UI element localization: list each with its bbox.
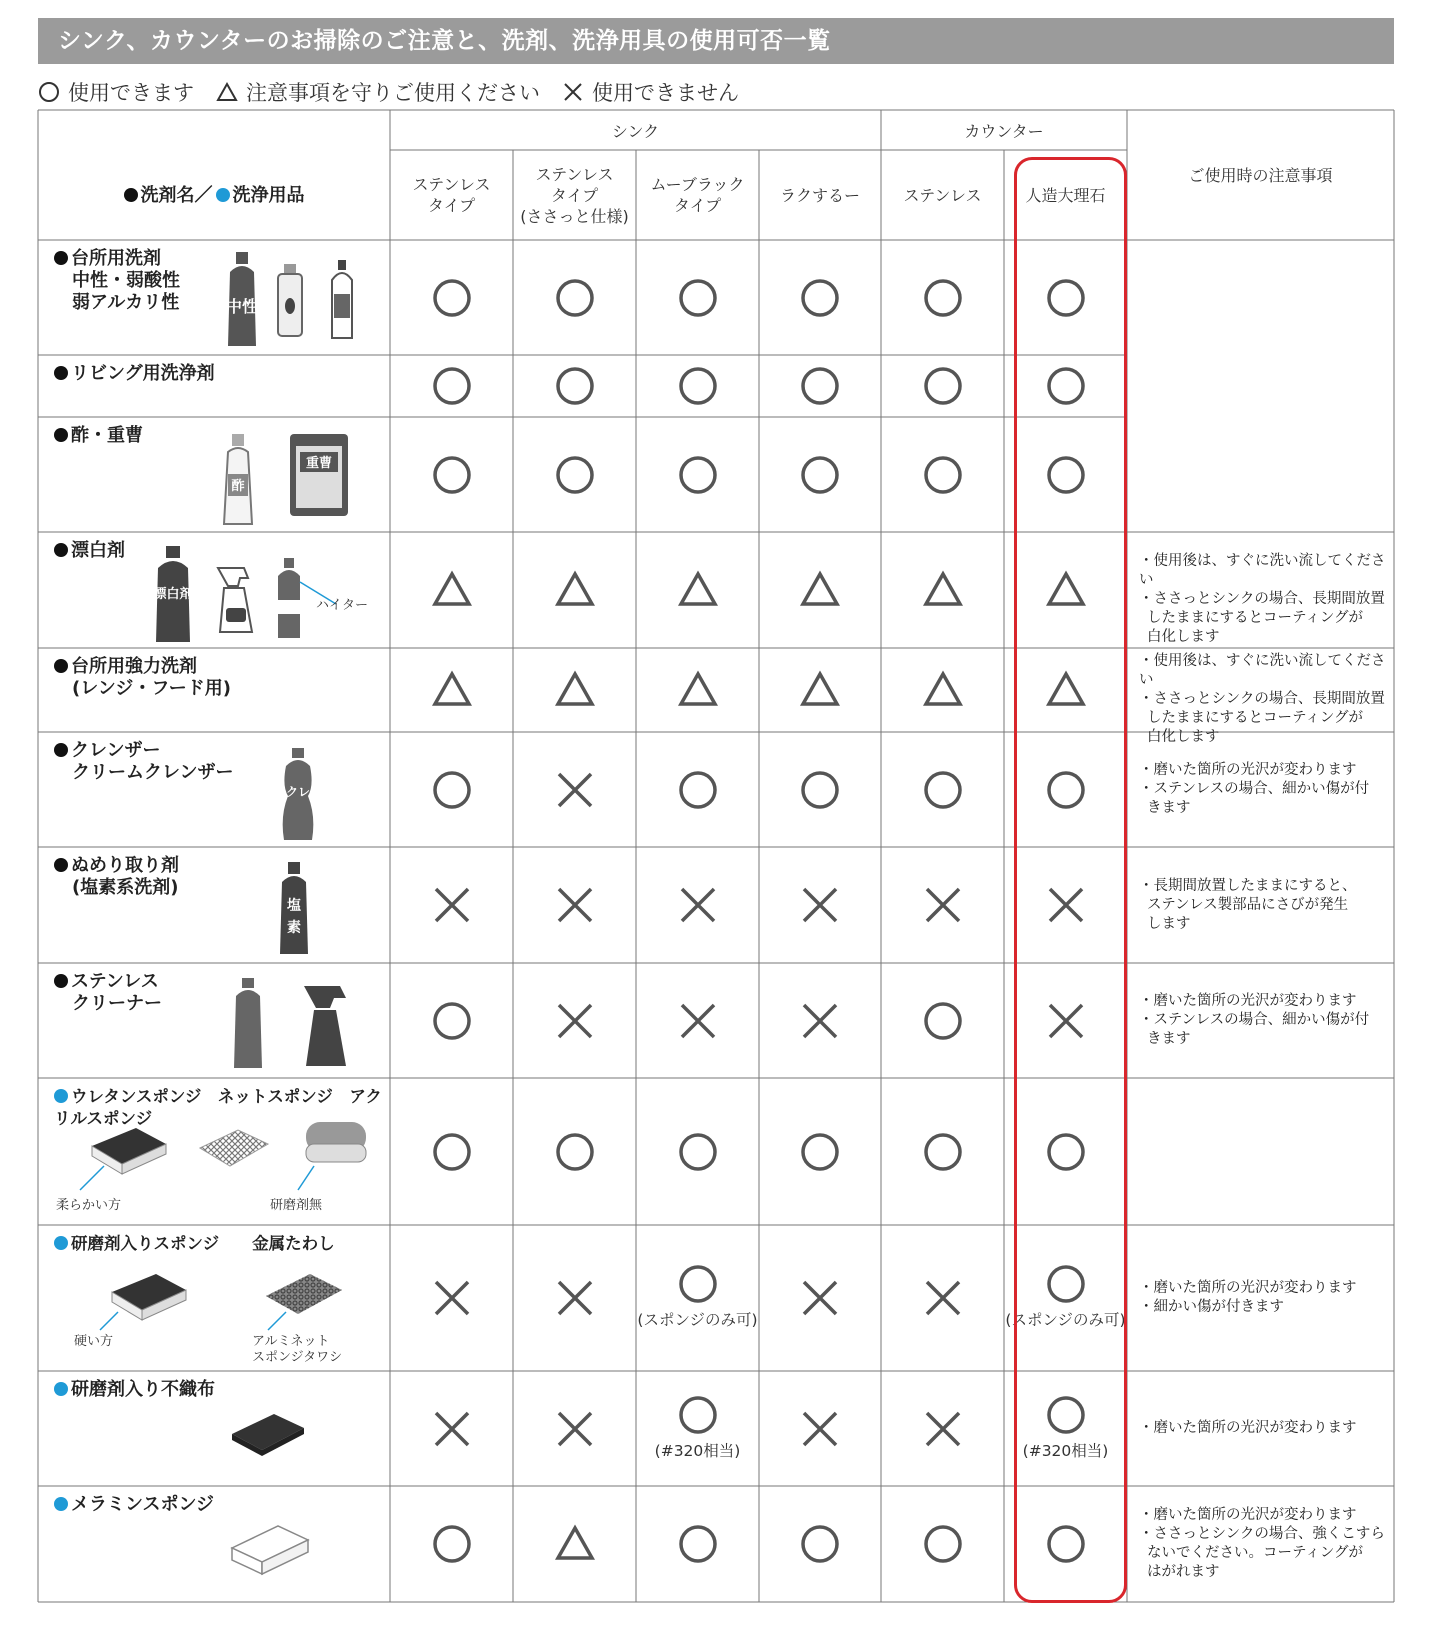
usage-note-line: ステンレス製部品にさびが発生 bbox=[1147, 896, 1349, 913]
column-header-line: タイプ bbox=[550, 185, 599, 205]
usage-note-line: ・使用後は、すぐに洗い流してください bbox=[1139, 553, 1386, 588]
chlorine-bottle-label: 塩 bbox=[287, 898, 301, 914]
aluminum-net-label-2: スポンジタワシ bbox=[252, 1350, 343, 1365]
cross-mark-icon bbox=[921, 883, 965, 927]
usage-note bbox=[1139, 992, 1390, 1049]
black-bullet-icon bbox=[124, 188, 138, 202]
circle-mark-icon bbox=[1044, 1262, 1088, 1306]
row-label-line: リビング用洗浄剤 bbox=[71, 363, 215, 384]
triangle-mark-icon bbox=[553, 568, 597, 612]
circle-mark-icon bbox=[921, 1130, 965, 1174]
circle-mark-icon bbox=[676, 453, 720, 497]
stainless-cleaner-spray-icon bbox=[300, 982, 356, 1068]
row-label-line: メラミンスポンジ bbox=[71, 1494, 215, 1515]
usage-note-line: ・ささっとシンクの場合、強くこすら bbox=[1139, 1526, 1385, 1542]
usage-note-line: します bbox=[1147, 915, 1191, 932]
usage-note bbox=[1139, 1279, 1390, 1317]
circle-mark-icon bbox=[430, 1522, 474, 1566]
usage-note-line: ・長期間放置したままにすると、 bbox=[1139, 877, 1357, 894]
cross-mark-icon bbox=[553, 999, 597, 1043]
triangle-mark-icon bbox=[921, 668, 965, 712]
hard-side-label: 硬い方 bbox=[74, 1334, 114, 1349]
usage-note-line: したままにするとコーティングが bbox=[1147, 710, 1364, 726]
cross-mark-icon bbox=[430, 883, 474, 927]
circle-mark-icon bbox=[676, 1130, 720, 1174]
cross-mark-icon bbox=[1044, 883, 1088, 927]
usage-note-line: ・ささっとシンクの場合、長期間放置 bbox=[1139, 691, 1385, 707]
header-item-label-a: 洗剤名／ bbox=[140, 184, 213, 206]
circle-mark-icon bbox=[676, 1393, 720, 1437]
usage-note-line: 白化します bbox=[1147, 729, 1220, 745]
blue-bullet-icon bbox=[54, 1236, 68, 1250]
aluminum-pointer-icon bbox=[264, 1310, 288, 1332]
header-notes-column: ご使用時の注意事項 bbox=[1188, 165, 1333, 185]
cross-mark-icon bbox=[798, 883, 842, 927]
no-abrasive-pointer-icon bbox=[296, 1164, 316, 1192]
circle-mark-icon bbox=[1044, 453, 1088, 497]
cross-mark-icon bbox=[553, 883, 597, 927]
column-header-line: タイプ bbox=[673, 196, 722, 215]
header-item-label-b: 洗浄用品 bbox=[232, 184, 305, 206]
soft-side-label: 柔らかい方 bbox=[56, 1198, 122, 1213]
triangle-mark-icon bbox=[921, 568, 965, 612]
weak-alkaline-bottle-icon bbox=[328, 258, 356, 340]
neutral-detergent-bottle-icon bbox=[222, 250, 262, 350]
triangle-mark-icon bbox=[798, 568, 842, 612]
row-label-line: 酢・重曹 bbox=[71, 425, 143, 446]
column-header-line: ステンレス bbox=[903, 185, 982, 205]
circle-mark-icon bbox=[798, 364, 842, 408]
mark-note: (#320相当) bbox=[654, 1441, 741, 1460]
row-label-line: ウレタンスポンジ ネットスポンジ アクリルスポンジ bbox=[54, 1087, 382, 1128]
melamine-sponge-icon bbox=[228, 1518, 312, 1578]
usage-note-line: 白化します bbox=[1147, 629, 1220, 645]
blue-bullet-icon bbox=[54, 1497, 68, 1511]
net-sponge-icon bbox=[196, 1126, 272, 1172]
circle-mark-icon bbox=[798, 276, 842, 320]
usage-note-line: きます bbox=[1147, 1031, 1191, 1047]
column-header-line: (ささっと仕様) bbox=[520, 206, 629, 226]
soft-side-pointer-icon bbox=[76, 1164, 106, 1192]
bleach-bottle-icon bbox=[152, 544, 194, 644]
cross-mark-icon bbox=[921, 1407, 965, 1451]
circle-mark-icon bbox=[676, 1262, 720, 1306]
hard-side-pointer-icon bbox=[96, 1310, 120, 1332]
circle-mark-icon bbox=[798, 1130, 842, 1174]
row-label-line: クリーナー bbox=[72, 993, 162, 1014]
row-label-line: 研磨剤入りスポンジ 金属たわし bbox=[71, 1234, 335, 1253]
row-label bbox=[54, 540, 386, 562]
neutral-bottle-label: 中性 bbox=[225, 297, 259, 316]
triangle-mark-icon bbox=[676, 668, 720, 712]
usage-note-line: ないでください。コーティングが bbox=[1147, 1545, 1364, 1561]
circle-mark-icon bbox=[676, 276, 720, 320]
bleach-bottle-label: 漂白剤 bbox=[153, 587, 193, 602]
black-bullet-icon bbox=[54, 659, 68, 673]
cross-mark-icon bbox=[430, 1407, 474, 1451]
circle-mark-icon bbox=[553, 276, 597, 320]
circle-mark-icon bbox=[676, 1522, 720, 1566]
column-header-line: 人造大理石 bbox=[1025, 185, 1106, 205]
usage-note-line: ・細かい傷が付きます bbox=[1139, 1299, 1284, 1315]
header-group-counter: カウンター bbox=[964, 121, 1044, 141]
blue-bullet-icon bbox=[54, 1089, 68, 1103]
triangle-mark-icon bbox=[430, 668, 474, 712]
usage-note bbox=[1139, 1419, 1390, 1438]
row-label-line: クリームクレンザー bbox=[72, 762, 234, 783]
usage-note bbox=[1139, 552, 1390, 647]
cross-mark-icon bbox=[798, 1407, 842, 1451]
circle-mark-icon bbox=[921, 453, 965, 497]
cross-mark-icon bbox=[562, 81, 584, 103]
triangle-mark-icon bbox=[216, 81, 238, 103]
black-bullet-icon bbox=[54, 743, 68, 757]
usage-note-line: ・磨いた箇所の光沢が変わります bbox=[1139, 1420, 1357, 1436]
circle-mark-icon bbox=[430, 276, 474, 320]
black-bullet-icon bbox=[54, 251, 68, 265]
legend-ok-label: 使用できます bbox=[68, 81, 194, 105]
column-header-line: ラクするー bbox=[779, 185, 860, 205]
circle-mark-icon bbox=[1044, 1393, 1088, 1437]
row-label-line: 漂白剤 bbox=[71, 540, 125, 561]
circle-mark-icon bbox=[553, 453, 597, 497]
column-header bbox=[390, 150, 513, 240]
circle-mark-icon bbox=[798, 1522, 842, 1566]
mark-note: (スポンジのみ可) bbox=[1005, 1311, 1126, 1329]
usage-note-line: ・ステンレスの場合、細かい傷が付 bbox=[1139, 781, 1370, 797]
cross-mark-icon bbox=[676, 883, 720, 927]
no-abrasive-label: 研磨剤無 bbox=[270, 1198, 323, 1213]
row-label-line: 中性・弱酸性 bbox=[72, 270, 180, 291]
usage-note-line: ・使用後は、すぐに洗い流してください bbox=[1139, 653, 1386, 688]
circle-mark-icon bbox=[430, 453, 474, 497]
column-header bbox=[881, 150, 1004, 240]
circle-mark-icon bbox=[430, 1130, 474, 1174]
legend-ng bbox=[562, 77, 739, 107]
column-header bbox=[636, 150, 759, 240]
usage-note-line: ・ささっとシンクの場合、長期間放置 bbox=[1139, 591, 1385, 607]
row-label bbox=[54, 740, 386, 784]
chlorine-bottle-label-2: 素 bbox=[287, 920, 301, 936]
cross-mark-icon bbox=[921, 1276, 965, 1320]
legend-caution-label: 注意事項を守りご使用ください bbox=[246, 81, 540, 105]
row-label-line: ステンレス bbox=[71, 971, 159, 992]
triangle-mark-icon bbox=[798, 668, 842, 712]
row-label-line: 台所用洗剤 bbox=[71, 248, 161, 269]
circle-mark-icon bbox=[38, 81, 60, 103]
usage-note bbox=[1139, 1506, 1390, 1582]
circle-mark-icon bbox=[921, 276, 965, 320]
legend-ng-label: 使用できません bbox=[592, 81, 739, 105]
stainless-cleaner-bottle-icon bbox=[228, 976, 268, 1070]
circle-mark-icon bbox=[1044, 1522, 1088, 1566]
row-label-line: (塩素系洗剤) bbox=[72, 877, 179, 898]
cleanser-bottle-label: クレ bbox=[285, 785, 311, 799]
circle-mark-icon bbox=[798, 768, 842, 812]
column-header-line: ステンレス bbox=[412, 175, 491, 194]
circle-mark-icon bbox=[676, 768, 720, 812]
row-label bbox=[54, 1233, 386, 1255]
usage-note-line: ・磨いた箇所の光沢が変わります bbox=[1139, 762, 1357, 778]
usage-note-line: ・磨いた箇所の光沢が変わります bbox=[1139, 993, 1357, 1009]
usage-note bbox=[1139, 652, 1390, 747]
usage-note-line: ・磨いた箇所の光沢が変わります bbox=[1139, 1280, 1357, 1296]
cross-mark-icon bbox=[553, 768, 597, 812]
triangle-mark-icon bbox=[430, 568, 474, 612]
soda-bag-label: 重曹 bbox=[305, 456, 333, 471]
circle-mark-icon bbox=[430, 364, 474, 408]
circle-mark-icon bbox=[921, 364, 965, 408]
column-header bbox=[513, 150, 636, 240]
vinegar-bottle-icon bbox=[218, 432, 258, 526]
column-header-line: ムーブラック bbox=[650, 175, 745, 194]
row-label-line: 研磨剤入り不織布 bbox=[71, 1379, 215, 1400]
black-bullet-icon bbox=[54, 543, 68, 557]
usage-note bbox=[1139, 761, 1390, 818]
cross-mark-icon bbox=[798, 999, 842, 1043]
header-group-sink: シンク bbox=[611, 121, 660, 141]
row-label-line: (レンジ・フード用) bbox=[72, 678, 232, 699]
column-header bbox=[759, 150, 881, 240]
circle-mark-icon bbox=[430, 999, 474, 1043]
row-label bbox=[54, 1379, 386, 1401]
triangle-mark-icon bbox=[553, 1522, 597, 1566]
cross-mark-icon bbox=[553, 1407, 597, 1451]
aluminum-net-label-1: アルミネット bbox=[252, 1334, 330, 1349]
legend bbox=[38, 72, 761, 112]
nonwoven-pad-icon bbox=[228, 1408, 308, 1458]
black-bullet-icon bbox=[54, 428, 68, 442]
cleanser-bottle-icon bbox=[278, 746, 318, 842]
black-bullet-icon bbox=[54, 366, 68, 380]
circle-mark-icon bbox=[921, 768, 965, 812]
triangle-mark-icon bbox=[1044, 668, 1088, 712]
circle-mark-icon bbox=[553, 364, 597, 408]
row-label bbox=[54, 656, 386, 700]
row-label-line: 弱アルカリ性 bbox=[72, 292, 180, 313]
haiter-label: ハイター bbox=[316, 598, 369, 613]
usage-note-line: ・ステンレスの場合、細かい傷が付 bbox=[1139, 1012, 1370, 1028]
usage-note bbox=[1139, 877, 1390, 934]
legend-caution bbox=[216, 77, 540, 107]
circle-mark-icon bbox=[553, 1130, 597, 1174]
spray-bottle-icon bbox=[214, 564, 260, 634]
circle-mark-icon bbox=[798, 453, 842, 497]
row-label bbox=[54, 1494, 386, 1516]
usage-note-line: したままにするとコーティングが bbox=[1147, 610, 1364, 626]
circle-mark-icon bbox=[1044, 276, 1088, 320]
black-bullet-icon bbox=[54, 858, 68, 872]
column-header-line: ステンレス bbox=[535, 164, 614, 184]
cross-mark-icon bbox=[553, 1276, 597, 1320]
cross-mark-icon bbox=[676, 999, 720, 1043]
cross-mark-icon bbox=[1044, 999, 1088, 1043]
mark-note: (#320相当) bbox=[1022, 1441, 1109, 1460]
cross-mark-icon bbox=[430, 1276, 474, 1320]
triangle-mark-icon bbox=[676, 568, 720, 612]
row-label bbox=[54, 363, 386, 385]
header-item-column bbox=[38, 150, 390, 240]
circle-mark-icon bbox=[430, 768, 474, 812]
black-bullet-icon bbox=[54, 974, 68, 988]
circle-mark-icon bbox=[676, 364, 720, 408]
weak-acid-bottle-icon bbox=[274, 262, 306, 338]
row-label-line: クレンザー bbox=[71, 740, 161, 761]
row-label-line: ぬめり取り剤 bbox=[71, 855, 179, 876]
row-label bbox=[54, 855, 386, 899]
legend-ok bbox=[38, 77, 194, 107]
circle-mark-icon bbox=[921, 999, 965, 1043]
triangle-mark-icon bbox=[553, 668, 597, 712]
blue-bullet-icon bbox=[216, 188, 230, 202]
usage-note-line: はがれます bbox=[1147, 1564, 1220, 1580]
vinegar-bottle-label: 酢 bbox=[231, 479, 245, 494]
blue-bullet-icon bbox=[54, 1382, 68, 1396]
column-header-line: タイプ bbox=[427, 196, 476, 215]
usage-note-line: ・磨いた箇所の光沢が変わります bbox=[1139, 1507, 1357, 1523]
triangle-mark-icon bbox=[1044, 568, 1088, 612]
page-title: シンク、カウンターのお掃除のご注意と、洗剤、洗浄用具の使用可否一覧 bbox=[38, 18, 1394, 64]
row-label-line: 台所用強力洗剤 bbox=[71, 656, 197, 677]
mark-note: (スポンジのみ可) bbox=[637, 1311, 758, 1329]
cross-mark-icon bbox=[798, 1276, 842, 1320]
column-header bbox=[1004, 150, 1127, 240]
abrasive-sponge-icon bbox=[108, 1268, 188, 1324]
chlorine-bottle-icon bbox=[274, 860, 314, 956]
usage-note-line: きます bbox=[1147, 800, 1191, 816]
circle-mark-icon bbox=[921, 1522, 965, 1566]
circle-mark-icon bbox=[1044, 768, 1088, 812]
circle-mark-icon bbox=[1044, 1130, 1088, 1174]
circle-mark-icon bbox=[1044, 364, 1088, 408]
baking-soda-bag-icon bbox=[288, 432, 350, 518]
